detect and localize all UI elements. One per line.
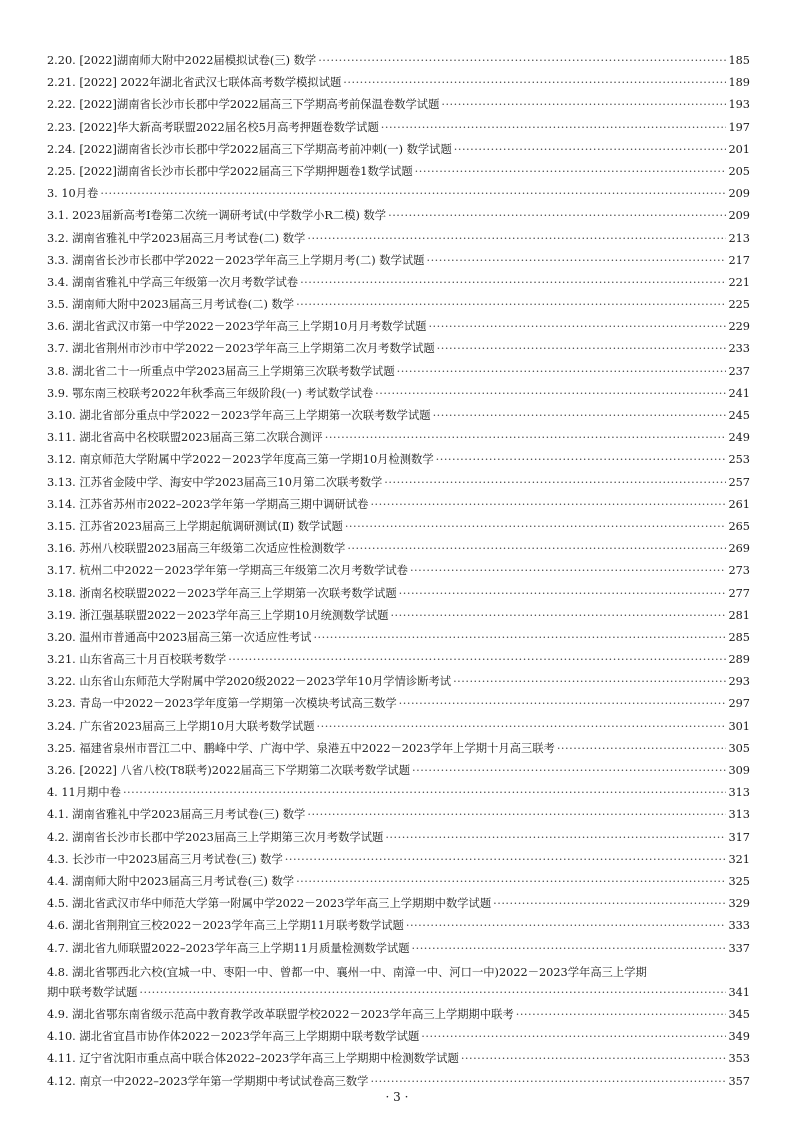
toc-entry[interactable] xyxy=(47,829,750,851)
toc-entry-title: 3.20. 温州市普通高中2023届高三第一次适应性考试 xyxy=(47,630,312,644)
leader-dots xyxy=(139,986,726,999)
leader-dots xyxy=(296,298,726,311)
leader-dots xyxy=(100,187,726,200)
toc-entry[interactable] xyxy=(47,141,750,163)
leader-dots xyxy=(415,165,726,178)
toc-entry[interactable] xyxy=(47,740,750,762)
toc-entry-title: 2.25. [2022]湖南省长沙市长郡中学2022届高三下学期押题卷1数学试题 xyxy=(47,164,413,178)
toc-entry-title: 3.25. 福建省泉州市晋江二中、鹏峰中学、广海中学、泉港五中2022－2023学年上学期十月高三联考 xyxy=(47,741,555,755)
leader-dots xyxy=(388,209,726,222)
toc-entry-page: 289 xyxy=(728,653,750,667)
leader-dots xyxy=(397,365,726,378)
toc-entry[interactable] xyxy=(47,784,750,806)
toc-entry[interactable] xyxy=(47,451,750,473)
leader-dots xyxy=(228,653,726,666)
toc-entry-title: 3.19. 浙江强基联盟2022－2023学年高三上学期10月统测数学试题 xyxy=(47,608,389,622)
toc-entry-page: 273 xyxy=(728,564,750,578)
toc-entry[interactable] xyxy=(47,607,750,629)
toc-entry-page: 237 xyxy=(728,364,750,378)
toc-entry[interactable] xyxy=(47,185,750,207)
toc-entry-title: 4.6. 湖北省荆荆宜三校2022－2023学年高三上学期11月联考数学试题 xyxy=(47,919,404,933)
toc-entry-page: 321 xyxy=(728,852,750,866)
toc-entry-page: 345 xyxy=(728,1008,750,1022)
leader-dots xyxy=(433,409,726,422)
toc-entry-page: 357 xyxy=(728,1074,750,1088)
toc-entry-title: 4.11. 辽宁省沈阳市重点高中联合体2022–2023学年高三上学期期中检测数学试题 xyxy=(47,1052,459,1066)
leader-dots xyxy=(428,320,726,333)
leader-dots xyxy=(516,1008,726,1021)
toc-entry-page: 241 xyxy=(728,386,750,400)
toc-entry-title: 2.24. [2022]湖南省长沙市长郡中学2022届高三下学期高考前冲刺(一) 数学试题 xyxy=(47,142,452,156)
toc-entry-page: 225 xyxy=(728,298,750,312)
toc-entry-page: 305 xyxy=(728,741,750,755)
toc-entry-title: 3.6. 湖北省武汉市第一中学2022－2023学年高三上学期10月月考数学试题 xyxy=(47,320,427,334)
toc-entry-page: 341 xyxy=(728,985,750,999)
toc-entry-title: 4.7. 湖北省九师联盟2022–2023学年高三上学期11月质量检测数学试题 xyxy=(47,941,410,955)
toc-entry-title: 3.10. 湖北省部分重点中学2022－2023学年高三上学期第一次联考数学试题 xyxy=(47,409,431,422)
toc-entry[interactable] xyxy=(47,917,750,939)
toc-entry-title: 3.24. 广东省2023届高三上学期10月大联考数学试题 xyxy=(47,719,315,733)
toc-entry-title: 3. 10月卷 xyxy=(47,187,99,201)
toc-entry-page: 185 xyxy=(728,54,750,67)
leader-dots xyxy=(307,808,726,821)
toc-entry-page: 221 xyxy=(728,275,750,289)
toc-entry[interactable] xyxy=(47,74,750,96)
leader-dots xyxy=(313,631,726,644)
toc-entry[interactable] xyxy=(47,207,750,229)
leader-dots xyxy=(421,1030,726,1043)
leader-dots xyxy=(123,786,726,799)
leader-dots xyxy=(412,764,726,777)
toc-entry[interactable] xyxy=(47,585,750,607)
leader-dots xyxy=(317,720,726,733)
toc-entry-title: 3.16. 苏州八校联盟2023届高三年级第二次适应性检测数学 xyxy=(47,542,346,556)
toc-entry-page: 269 xyxy=(728,542,750,556)
toc-entry[interactable] xyxy=(47,1006,750,1028)
leader-dots xyxy=(307,232,726,245)
toc-entry[interactable] xyxy=(47,695,750,717)
toc-entry[interactable] xyxy=(47,163,750,185)
toc-entry-title: 2.22. [2022]湖南省长沙市长郡中学2022届高三下学期高考前保温卷数学试题 xyxy=(47,98,440,112)
toc-entry[interactable] xyxy=(47,540,750,562)
toc-entry-title: 4.12. 南京一中2022–2023学年第一学期期中考试试卷高三数学 xyxy=(47,1074,369,1088)
toc-entry-page: 309 xyxy=(728,764,750,777)
leader-dots xyxy=(399,587,726,600)
toc-entry[interactable] xyxy=(47,895,750,917)
toc-entry-title: 3.1. 2023届新高考Ⅰ卷第二次统一调研考试(中学数学小R二模) 数学 xyxy=(47,209,387,223)
leader-dots xyxy=(370,1075,726,1088)
toc-entry-title: 4.10. 湖北省宜昌市协作体2022－2023学年高三上学期期中联考数学试题 xyxy=(47,1030,420,1044)
toc-entry[interactable] xyxy=(47,318,750,340)
toc-entry[interactable] xyxy=(47,296,750,318)
toc-entry-title: 3.8. 湖北省二十一所重点中学2023届高三上学期第三次联考数学试题 xyxy=(47,364,395,378)
toc-entry-page: 209 xyxy=(728,187,750,201)
toc-entry-title: 4.2. 湖南省长沙市长郡中学2023届高三上学期第三次月考数学试题 xyxy=(47,830,384,844)
toc-entry-page: 229 xyxy=(728,320,750,334)
leader-dots xyxy=(381,121,726,134)
table-of-contents xyxy=(47,52,750,1095)
toc-entry[interactable] xyxy=(47,363,750,385)
leader-dots xyxy=(410,564,726,577)
leader-dots xyxy=(412,942,726,955)
toc-entry-page: 301 xyxy=(728,719,750,733)
leader-dots xyxy=(399,697,726,710)
toc-entry-title: 4.4. 湖南师大附中2023届高三月考试卷(三) 数学 xyxy=(47,874,295,888)
toc-entry-title: 4.1. 湖南省雅礼中学2023届高三月考试卷(三) 数学 xyxy=(47,808,306,822)
toc-entry[interactable] xyxy=(47,429,750,451)
toc-entry-title: 3.17. 杭州二中2022－2023学年第一学期高三年级第二次月考数学试卷 xyxy=(47,564,408,578)
leader-dots xyxy=(454,143,726,156)
toc-entry-title: 2.20. [2022]湖南师大附中2022届模拟试卷(三) 数学 xyxy=(47,54,317,67)
toc-entry-page: 353 xyxy=(728,1052,750,1066)
toc-entry-page: 261 xyxy=(728,497,750,511)
toc-entry-title: 3.26. [2022] 八省八校(T8联考)2022届高三下学期第二次联考数学试题 xyxy=(47,764,411,777)
leader-dots xyxy=(406,919,726,932)
toc-entry-title: 4.9. 湖北省鄂东南省级示范高中教育教学改革联盟学校2022－2023学年高三上学期期中联考 xyxy=(47,1008,514,1022)
toc-entry-title: 3.4. 湖南省雅礼中学高三年级第一次月考数学试卷 xyxy=(47,275,299,289)
leader-dots xyxy=(370,498,726,511)
leader-dots xyxy=(384,476,726,489)
leader-dots xyxy=(375,387,726,400)
toc-entry[interactable] xyxy=(47,718,750,740)
leader-dots xyxy=(441,98,726,111)
toc-entry-title: 3.7. 湖北省荆州市沙市中学2022－2023学年高三上学期第二次月考数学试题 xyxy=(47,342,435,356)
leader-dots xyxy=(557,742,726,755)
toc-entry-page: 293 xyxy=(728,675,750,689)
toc-entry-title: 4.5. 湖北省武汉市华中师范大学第一附属中学2022－2023学年高三上学期期中数学试题 xyxy=(47,897,492,911)
toc-entry[interactable] xyxy=(47,518,750,540)
toc-entry-title: 3.13. 江苏省金陵中学、海安中学2023届高三10月第二次联考数学 xyxy=(47,475,383,489)
leader-dots xyxy=(325,431,726,444)
toc-entry[interactable] xyxy=(47,562,750,584)
leader-dots xyxy=(343,76,726,89)
toc-entry[interactable] xyxy=(47,851,750,873)
toc-entry[interactable] xyxy=(47,651,750,673)
toc-entry[interactable] xyxy=(47,474,750,496)
toc-entry[interactable] xyxy=(47,873,750,895)
leader-dots xyxy=(385,831,726,844)
toc-entry[interactable] xyxy=(47,1050,750,1072)
page-number: · 3 · xyxy=(385,1090,409,1104)
toc-list xyxy=(47,52,750,962)
toc-entry[interactable] xyxy=(47,385,750,407)
toc-entry-page: 217 xyxy=(728,253,750,267)
leader-dots xyxy=(453,675,726,688)
toc-entry-page: 245 xyxy=(728,409,750,422)
toc-entry-title: 4. 11月期中卷 xyxy=(47,786,121,800)
toc-entry-page: 317 xyxy=(728,830,750,844)
toc-entry[interactable] xyxy=(47,274,750,296)
toc-entry[interactable] xyxy=(47,629,750,651)
toc-entry-title: 3.3. 湖南省长沙市长郡中学2022－2023学年高三上学期月考(二) 数学试题 xyxy=(47,253,425,267)
toc-entry-page: 205 xyxy=(728,164,750,178)
toc-entry-title: 3.15. 江苏省2023届高三上学期起航调研测试(Ⅱ) 数学试题 xyxy=(47,519,343,533)
leader-dots xyxy=(347,542,726,555)
toc-entry[interactable] xyxy=(47,230,750,252)
toc-entry[interactable] xyxy=(47,96,750,118)
leader-dots xyxy=(285,853,726,866)
toc-entry-title: 4.8. 湖北省鄂西北六校(宜城一中、枣阳一中、曾都一中、襄州一中、南漳一中、河口一中)2022－2023学年高三上学期 xyxy=(47,965,647,979)
toc-entry-page: 277 xyxy=(728,586,750,600)
leader-dots xyxy=(437,342,726,355)
toc-entry[interactable] xyxy=(47,252,750,274)
toc-entry-page: 253 xyxy=(728,453,750,467)
toc-entry[interactable] xyxy=(47,496,750,518)
toc-entry[interactable] xyxy=(47,407,750,429)
leader-dots xyxy=(300,276,726,289)
toc-entry-page: 285 xyxy=(728,630,750,644)
leader-dots xyxy=(296,875,726,888)
toc-entry-title: 3.11. 湖北省高中名校联盟2023届高三第二次联合测评 xyxy=(47,431,323,445)
toc-entry-page: 349 xyxy=(728,1030,750,1044)
leader-dots xyxy=(461,1052,726,1065)
toc-entry-title: 3.22. 山东省山东师范大学附属中学2020级2022－2023学年10月学情诊断考试 xyxy=(47,675,452,689)
toc-entry[interactable] xyxy=(47,962,750,1006)
toc-entry-title: 3.9. 鄂东南三校联考2022年秋季高三年级阶段(一) 考试数学试卷 xyxy=(47,386,374,400)
toc-entry[interactable] xyxy=(47,1028,750,1050)
leader-dots xyxy=(436,453,726,466)
toc-entry-title-continued: 期中联考数学试题 xyxy=(47,985,138,999)
leader-dots xyxy=(390,609,726,622)
toc-entry-title: 4.3. 长沙市一中2023届高三月考试卷(三) 数学 xyxy=(47,852,283,866)
leader-dots xyxy=(318,54,726,67)
toc-entry[interactable] xyxy=(47,762,750,784)
toc-entry-page: 313 xyxy=(728,786,750,800)
toc-entry-title: 3.23. 青岛一中2022－2023学年度第一学期第一次模块考试高三数学 xyxy=(47,697,397,711)
toc-entry-page: 265 xyxy=(728,519,750,533)
toc-list xyxy=(47,1006,750,1095)
toc-entry[interactable] xyxy=(47,806,750,828)
leader-dots xyxy=(345,520,726,533)
toc-entry-title: 3.5. 湖南师大附中2023届高三月考试卷(二) 数学 xyxy=(47,298,295,312)
toc-entry-page: 325 xyxy=(728,874,750,888)
toc-entry-page: 333 xyxy=(728,919,750,933)
toc-entry-page: 329 xyxy=(728,897,750,911)
toc-entry[interactable] xyxy=(47,119,750,141)
leader-dots xyxy=(426,254,726,267)
toc-entry[interactable] xyxy=(47,673,750,695)
toc-entry-page: 201 xyxy=(728,142,750,156)
toc-entry-page: 209 xyxy=(728,209,750,223)
toc-entry-title: 2.23. [2022]华大新高考联盟2022届名校5月高考押题卷数学试题 xyxy=(47,120,379,134)
toc-entry-title: 3.12. 南京师范大学附属中学2022－2023学年度高三第一学期10月检测数学 xyxy=(47,453,434,467)
toc-entry-page: 189 xyxy=(728,76,750,90)
toc-entry-page: 337 xyxy=(728,941,750,955)
toc-entry-title: 3.14. 江苏省苏州市2022–2023学年第一学期高三期中调研试卷 xyxy=(47,497,369,511)
toc-entry-title: 3.2. 湖南省雅礼中学2023届高三月考试卷(二) 数学 xyxy=(47,231,306,245)
toc-entry[interactable] xyxy=(47,940,750,962)
toc-entry-title: 2.21. [2022] 2022年湖北省武汉七联体高考数学模拟试题 xyxy=(47,76,342,90)
toc-entry-page: 233 xyxy=(728,342,750,356)
leader-dots xyxy=(493,897,726,910)
toc-entry-page: 197 xyxy=(728,120,750,134)
toc-entry-page: 193 xyxy=(728,98,750,112)
toc-entry-page: 257 xyxy=(728,475,750,489)
toc-entry-title: 3.18. 浙南名校联盟2022－2023学年高三上学期第一次联考数学试题 xyxy=(47,586,397,600)
toc-entry-page: 249 xyxy=(728,431,750,445)
toc-entry-title: 3.21. 山东省高三十月百校联考数学 xyxy=(47,653,227,667)
toc-entry-page: 281 xyxy=(728,608,750,622)
toc-entry-page: 297 xyxy=(728,697,750,711)
toc-entry[interactable] xyxy=(47,340,750,362)
toc-entry-page: 213 xyxy=(728,231,750,245)
toc-entry[interactable] xyxy=(47,52,750,74)
toc-entry-page: 313 xyxy=(728,808,750,822)
